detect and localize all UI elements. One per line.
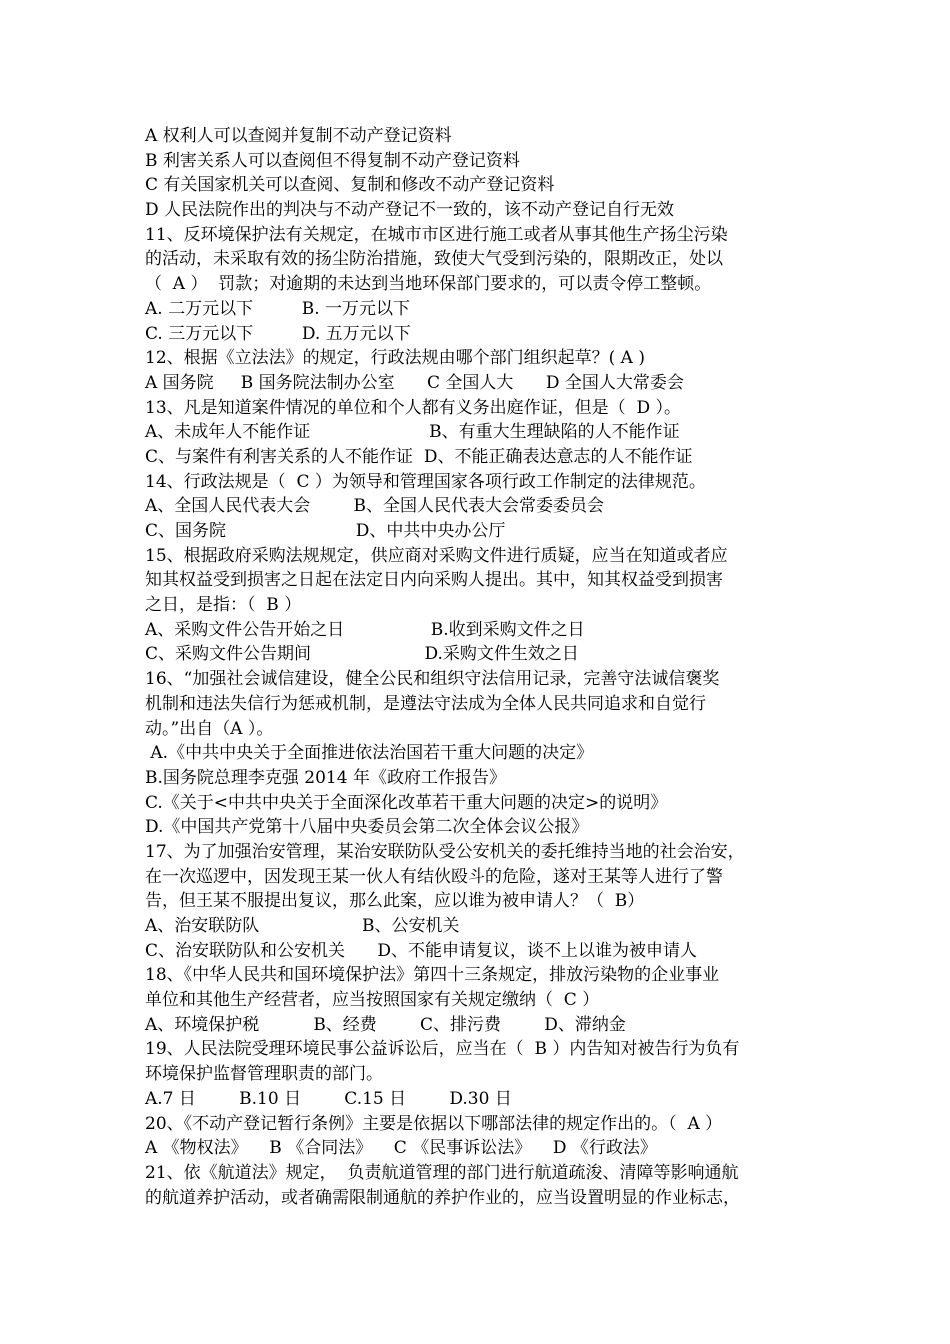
text-line: 20、《不动产登记暂行条例》主要是依据以下哪部法律的规定作出的。（ A ） (145, 1113, 723, 1134)
text-line: 在一次巡逻中，因发现王某一伙人有结伙殴斗的危险，遂对王某等人进行了警 (145, 866, 723, 887)
document-body (145, 124, 813, 1210)
text-line: 19、人民法院受理环境民事公益诉讼后，应当在（ B ）内告知对被告行为负有 (145, 1039, 740, 1060)
text-line: 的航道养护活动，或者确需限制通航的养护作业的，应当设置明显的作业标志， (145, 1187, 740, 1208)
text-line: 12、根据《立法法》的规定，行政法规由哪个部门组织起草？( A ) (145, 348, 645, 369)
text-line: 18、《中华人民共和国环境保护法》第四十三条规定，排放污染物的企业事业 (145, 965, 720, 986)
text-line: D 人民法院作出的判决与不动产登记不一致的，该不动产登记自行无效 (145, 200, 675, 221)
text-line: 15、根据政府采购法规规定，供应商对采购文件进行质疑，应当在知道或者应 (145, 545, 728, 566)
text-line: B 利害关系人可以查阅但不得复制不动产登记资料 (145, 150, 520, 171)
text-line: 17、为了加强治安管理，某治安联防队受公安机关的委托维持当地的社会治安， (145, 841, 745, 862)
text-line: 13、凡是知道案件情况的单位和个人都有义务出庭作证，但是（ D ）。 (145, 397, 681, 418)
text-line: C、治安联防队和公安机关 D、不能申请复议，谈不上以谁为被申请人 (145, 940, 698, 961)
text-line: A、未成年人不能作证 B、有重大生理缺陷的人不能作证 (145, 422, 680, 443)
text-line: 告，但王某不服提出复议，那么此案，应以谁为被申请人？（ B） (145, 891, 645, 912)
text-line: C、国务院 D、中共中央办公厅 (145, 521, 506, 541)
text-line: B.国务院总理李克强 2014 年《政府工作报告》 (145, 767, 506, 788)
text-line: A、环境保护税 B、经费 C、排污费 D、滞纳金 (145, 1014, 626, 1035)
text-line: A、治安联防队 B、公安机关 (145, 916, 460, 936)
text-line: C.《关于<中共中央关于全面深化改革若干重大问题的决定>的说明》 (145, 792, 668, 813)
text-line: A 国务院 B 国务院法制办公室 C 全国人大 D 全国人大常委会 (145, 372, 684, 393)
text-line: C. 三万元以下 D. 五万元以下 (145, 323, 411, 344)
text-line: C 有关国家机关可以查阅、复制和修改不动产登记资料 (145, 175, 555, 196)
text-line: 的活动，未采取有效的扬尘防治措施，致使大气受到污染的，限期改正，处以 (145, 249, 723, 270)
text-line: 之日，是指：（ B ） (145, 595, 302, 616)
text-line: 动。”出自（A ）。 (145, 718, 274, 739)
text-line: 机制和违法失信行为惩戒机制，是遵法守法成为全体人民共同追求和自觉行 (145, 693, 706, 714)
text-line: A.《中共中央关于全面推进依法治国若干重大问题的决定》 (145, 743, 594, 764)
text-line: 16、“加强社会诚信建设，健全公民和组织守法信用记录，完善守法诚信褒奖 (145, 669, 720, 690)
text-line: C、采购文件公告期间 D.采购文件生效之日 (145, 644, 579, 665)
text-line: D.《中国共产党第十八届中央委员会第二次全体会议公报》 (145, 817, 589, 838)
text-line: A.7 日 B.10 日 C.15 日 D.30 日 (145, 1088, 512, 1109)
text-line: 单位和其他生产经营者，应当按照国家有关规定缴纳（ C ） (145, 990, 600, 1011)
text-line: A 《物权法》 B 《合同法》 C 《民事诉讼法》 D 《行政法》 (145, 1138, 657, 1159)
text-line: C、与案件有利害关系的人不能作证 D、不能正确表达意志的人不能作证 (145, 446, 693, 467)
text-line: 11、反环境保护法有关规定，在城市市区进行施工或者从事其他生产扬尘污染 (145, 224, 728, 245)
text-line: A 权利人可以查阅并复制不动产登记资料 (145, 126, 452, 146)
text-line: A、采购文件公告开始之日 B.收到采购文件之日 (145, 619, 585, 640)
text-line: 环境保护监督管理职责的部门。 (145, 1064, 383, 1085)
text-line: A、全国人民代表大会 B、全国人民代表大会常委委员会 (145, 496, 604, 517)
text-line: 21、依《航道法》规定， 负责航道管理的部门进行航道疏浚、清障等影响通航 (145, 1162, 739, 1183)
text-line: A. 二万元以下 B. 一万元以下 (145, 298, 411, 319)
text-line: 14、行政法规是（ C ）为领导和管理国家各项行政工作制定的法律规范。 (145, 471, 706, 492)
text-line: （ A ） 罚款；对逾期的未达到当地环保部门要求的，可以责令停工整顿。 (145, 274, 712, 295)
text-line: 知其权益受到损害之日起在法定日内向采购人提出。其中，知其权益受到损害 (145, 570, 723, 591)
